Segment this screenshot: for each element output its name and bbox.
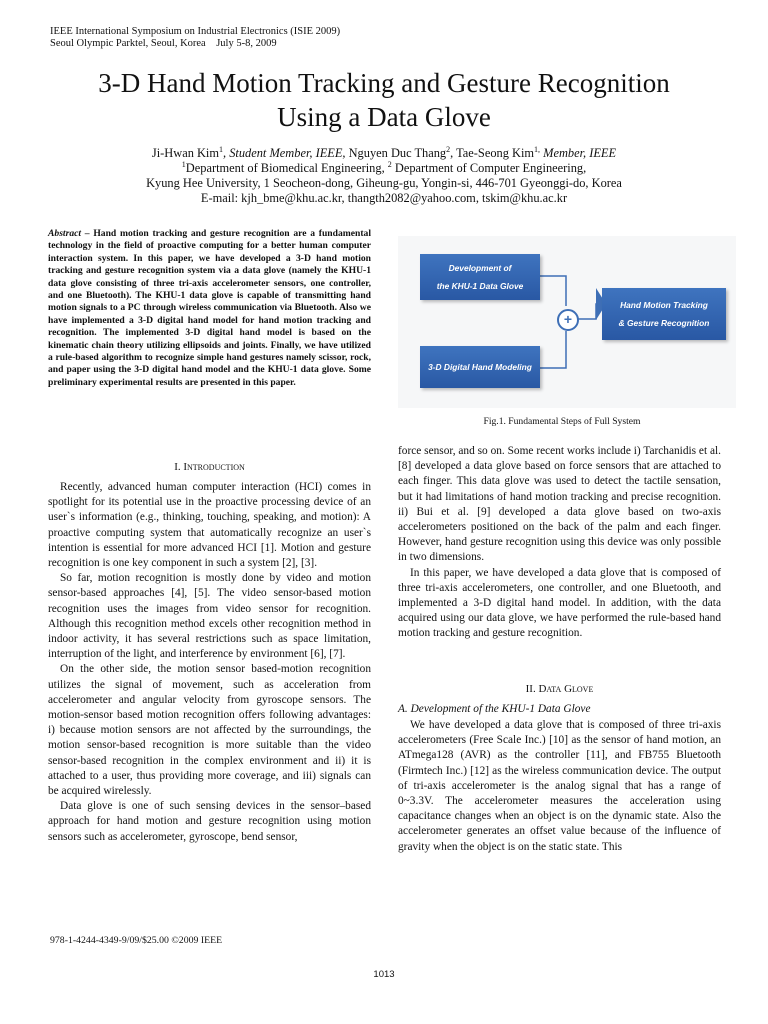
affil-1-sup: 1 bbox=[181, 159, 186, 169]
intro-paragraph-4: Data glove is one of such sensing devices in the sensor–based approach for hand motion and gesture recognition using motion sensors such as accelerometer, gyroscope, bend sensor, bbox=[48, 800, 371, 843]
step-box-tracking-line2: & Gesture Recognition bbox=[618, 318, 710, 328]
left-column-body bbox=[48, 480, 371, 845]
author-3-sup: 1, bbox=[534, 144, 541, 154]
abstract-label: Abstract bbox=[48, 228, 82, 239]
intro-paragraph-1: Recently, advanced human computer interaction (HCI) comes in spotlight for its potential use in the proactive processing device of an user`s information (e.g., thinking, touching, speaking, and motion): A proactive computing system that automatically recognize an user`s intention is essential for more advanced HCI [1]. Motion and gesture recognition is one key component in such a system [2], [3]. bbox=[48, 481, 371, 570]
author-3-role: Member, IEEE bbox=[540, 146, 617, 160]
right-column-body-2 bbox=[398, 718, 721, 855]
step-box-tracking-recognition bbox=[602, 288, 726, 340]
connector-top bbox=[538, 276, 566, 306]
author-1-name: Ji-Hwan Kim bbox=[151, 146, 220, 160]
connector-bottom bbox=[538, 331, 566, 368]
address-line: Kyung Hee University, 1 Seocheon-dong, Giheung-gu, Yongin-si, 446-701 Gyeonggi-do, Korea bbox=[146, 176, 622, 190]
step-box-hand-modeling bbox=[420, 346, 540, 388]
step-box-data-glove-line1: Development of bbox=[448, 263, 512, 273]
conference-location: Seoul Olympic Parktel, Seoul, Korea July 5-8, 2009 bbox=[50, 38, 277, 49]
abstract bbox=[48, 228, 371, 389]
author-3-name: , Tae-Seong Kim bbox=[450, 146, 535, 160]
figure-1 bbox=[398, 236, 736, 408]
affiliation-line bbox=[0, 161, 768, 176]
affil-1: Department of Biomedical Engineering, bbox=[185, 161, 388, 175]
paper-title bbox=[0, 66, 768, 134]
section-1-heading: I. Introduction bbox=[174, 461, 245, 473]
author-1-sup: 1 bbox=[219, 144, 224, 154]
title-line-1: 3-D Hand Motion Tracking and Gesture Recognition bbox=[98, 68, 670, 98]
affil-2-sup: 2 bbox=[387, 159, 392, 169]
right-paragraph-3: We have developed a data glove that is composed of three tri-axis accelerometers (Free Scale Inc.) [10] as the sensor of hand motion, an ATmega128 (AVR) as the controller [11], and FB755 Bluetooth (Firmtech Inc.) [12] as the wireless communication device. The output of tri-axis accelerometer is the analog signal that has a range of 0~3.3V. The accelerometer measures the acceleration using capacitance changes when an object is on the dynamic state. Also the accelerometer generates an offset value because of the influence of gravity when the object is on the static state. This bbox=[398, 719, 721, 853]
plus-icon: + bbox=[557, 309, 579, 331]
intro-paragraph-3: On the other side, the motion sensor based-motion recognition utilizes the signal of movement, such as acceleration from accelerometer and angular velocity from gyroscope sensors. The motion-sensor based motion recognition offers following advantages: i) because motion sensors are not affected by the surroundings, the motion sensor-based recognition is more suitable than the video sensor-based recognition in the complex environment and ii) it is attached to a user, thus providing more coverage, and iii) signals can be acquired wirelessly. bbox=[48, 663, 371, 798]
title-line-2: Using a Data Glove bbox=[277, 102, 491, 132]
conference-header bbox=[50, 26, 340, 50]
intro-paragraph-2: So far, motion recognition is mostly done by video and motion sensor-based approaches [4], [5]. The video sensor-based motion recognition uses the images from video sensor for recognition. Although this recognition method excels other recognition method in indoor activity, it has several restrictions such as space limitation, interruption of the light, and interference by environment [6], [7]. bbox=[48, 572, 371, 661]
conference-name: IEEE International Symposium on Industrial Electronics (ISIE 2009) bbox=[50, 26, 341, 37]
section-2-heading: II. Data Glove bbox=[525, 683, 594, 695]
copyright-notice: 978-1-4244-4349-9/09/$25.00 ©2009 IEEE bbox=[50, 935, 223, 946]
author-2-name: Nguyen Duc Thang bbox=[345, 146, 447, 160]
right-paragraph-2: In this paper, we have developed a data glove that is composed of three tri-axis accelerometers, one controller, and one Bluetooth, and implemented a 3-D digital hand model. In addition, with the data acquired using our data glove, we have performed the rule-based hand motion tracking and gesture recognition. bbox=[398, 566, 721, 640]
step-box-hand-modeling-label: 3-D Digital Hand Modeling bbox=[428, 362, 532, 372]
right-paragraph-1: force sensor, and so on. Some recent works include i) Tarchanidis et al. [8] developed a data glove based on force sensors that are attached to each finger. This data glove was used to detect the tactile sensation, but it had limitations of hand motion tracking and precise recognition. ii) Bui et al. [9] developed a data glove based on two-axis accelerometers positioned on the back of the palm and each finger. However, hand gesture recognition using this device was only possible in two dimensions. bbox=[398, 445, 721, 564]
author-list bbox=[0, 146, 768, 161]
step-box-data-glove-line2: the KHU-1 Data Glove bbox=[436, 281, 524, 291]
email-line: E-mail: kjh_bme@khu.ac.kr, thangth2082@yahoo.com, tskim@khu.ac.kr bbox=[200, 191, 568, 205]
figure-1-caption: Fig.1. Fundamental Steps of Full System bbox=[483, 416, 641, 427]
author-2-sup: 2 bbox=[446, 144, 451, 154]
abstract-text: – Hand motion tracking and gesture recognition are a fundamental technology in the field of proactive computing for a better human computer interaction system. In this paper, we have developed a 3-D hand motion tracking and gesture recognition system via a data glove (namely the KHU-1 data glove consisting of three tri-axis accelerometer sensors, one controller, and one Bluetooth). The KHU-1 data glove is capable of transmitting hand motion signals to a PC through wireless communication via Bluetooth. Also we have implemented a 3-D digital hand model for hand motion tracking and recognition. The implemented 3-D digital hand model is based on the kinematic chain theory utilizing ellipsoids and joints. Finally, we have utilized a rule-based algorithm to recognize simple hand gestures namely scissor, rock, and paper using the 3-D digital hand model and the KHU-1 data glove. Some preliminary experimental results are presented in this paper. bbox=[48, 228, 371, 388]
step-box-tracking-line1: Hand Motion Tracking bbox=[620, 300, 708, 310]
right-column-body bbox=[398, 444, 721, 642]
page-number: 1013 bbox=[373, 969, 395, 980]
author-1-role: , Student Member, IEEE, bbox=[223, 146, 346, 160]
author-block bbox=[0, 146, 768, 206]
step-box-data-glove bbox=[420, 254, 540, 300]
subsection-a-heading: A. Development of the KHU-1 Data Glove bbox=[398, 703, 591, 715]
affil-2: Department of Computer Engineering, bbox=[391, 161, 587, 175]
